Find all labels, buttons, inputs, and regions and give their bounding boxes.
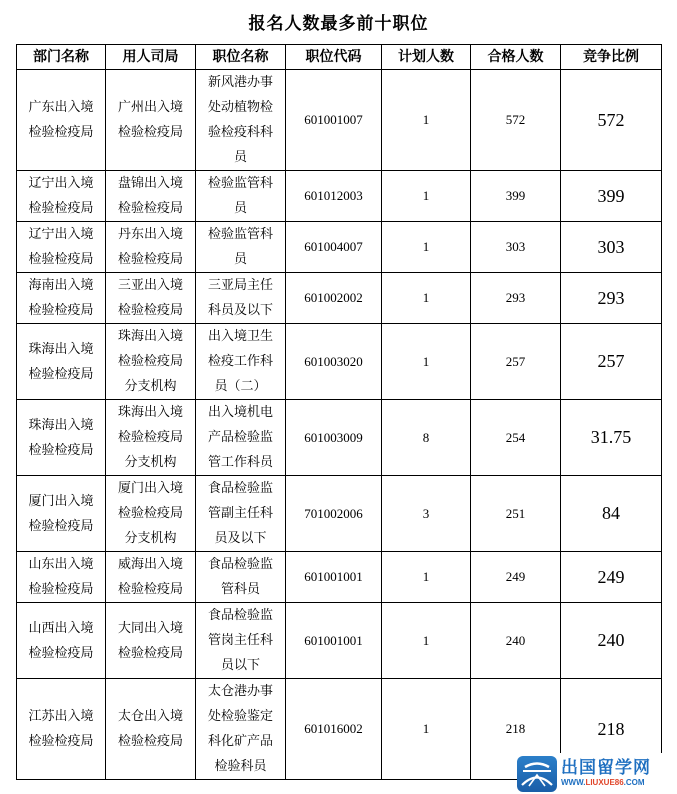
cell-qualified: 254 <box>471 400 561 476</box>
liuxue-logo-icon <box>517 756 557 792</box>
cell-bureau: 大同出入境 检验检疫局 <box>106 603 196 679</box>
cell-bureau: 威海出入境 检验检疫局 <box>106 552 196 603</box>
cell-code: 601001001 <box>286 603 382 679</box>
cell-dept: 山东出入境 检验检疫局 <box>17 552 106 603</box>
cell-dept: 厦门出入境 检验检疫局 <box>17 476 106 552</box>
cell-code: 601003020 <box>286 324 382 400</box>
cell-qualified: 240 <box>471 603 561 679</box>
cell-qualified: 399 <box>471 171 561 222</box>
cell-dept: 珠海出入境 检验检疫局 <box>17 324 106 400</box>
table-row <box>17 70 662 171</box>
cell-ratio: 572 <box>561 70 662 171</box>
cell-qualified: 293 <box>471 273 561 324</box>
cell-qualified: 572 <box>471 70 561 171</box>
cell-code: 601016002 <box>286 679 382 780</box>
cell-position: 食品检验监 管副主任科 员及以下 <box>196 476 286 552</box>
cell-dept: 珠海出入境 检验检疫局 <box>17 400 106 476</box>
cell-bureau: 广州出入境 检验检疫局 <box>106 70 196 171</box>
table-row <box>17 273 662 324</box>
table-row <box>17 324 662 400</box>
table-row <box>17 222 662 273</box>
cell-bureau: 珠海出入境 检验检疫局 分支机构 <box>106 324 196 400</box>
cell-code: 601001001 <box>286 552 382 603</box>
cell-qualified: 218 <box>471 679 561 780</box>
table-row <box>17 476 662 552</box>
cell-planned: 3 <box>382 476 471 552</box>
watermark-url: WWW.LIUXUE86.COM <box>561 778 645 787</box>
cell-bureau: 太仓出入境 检验检疫局 <box>106 679 196 780</box>
table-row <box>17 603 662 679</box>
cell-code: 601001007 <box>286 70 382 171</box>
cell-qualified: 249 <box>471 552 561 603</box>
header-bureau: 用人司局 <box>106 45 196 70</box>
cell-code: 601003009 <box>286 400 382 476</box>
table-header-row <box>17 45 662 70</box>
cell-position: 检验监管科 员 <box>196 171 286 222</box>
cell-ratio: 399 <box>561 171 662 222</box>
cell-dept: 山西出入境 检验检疫局 <box>17 603 106 679</box>
cell-position: 太仓港办事 处检验鉴定 科化矿产品 检验科员 <box>196 679 286 780</box>
cell-bureau: 三亚出入境 检验检疫局 <box>106 273 196 324</box>
cell-planned: 8 <box>382 400 471 476</box>
header-qualified: 合格人数 <box>471 45 561 70</box>
cell-ratio: 84 <box>561 476 662 552</box>
cell-qualified: 257 <box>471 324 561 400</box>
page-title: 报名人数最多前十职位 <box>248 14 429 34</box>
cell-qualified: 251 <box>471 476 561 552</box>
cell-bureau: 盘锦出入境 检验检疫局 <box>106 171 196 222</box>
table-row <box>17 171 662 222</box>
cell-ratio: 218 <box>561 679 662 780</box>
table-body <box>17 70 662 780</box>
cell-bureau: 厦门出入境 检验检疫局 分支机构 <box>106 476 196 552</box>
header-dept: 部门名称 <box>17 45 106 70</box>
cell-dept: 海南出入境 检验检疫局 <box>17 273 106 324</box>
cell-position: 检验监管科 员 <box>196 222 286 273</box>
cell-ratio: 257 <box>561 324 662 400</box>
cell-planned: 1 <box>382 171 471 222</box>
cell-bureau: 珠海出入境 检验检疫局 分支机构 <box>106 400 196 476</box>
cell-ratio: 249 <box>561 552 662 603</box>
watermark-logo <box>517 753 677 794</box>
cell-ratio: 31.75 <box>561 400 662 476</box>
cell-planned: 1 <box>382 273 471 324</box>
cell-dept: 辽宁出入境 检验检疫局 <box>17 171 106 222</box>
cell-position: 三亚局主任 科员及以下 <box>196 273 286 324</box>
cell-position: 出入境卫生 检疫工作科 员（二） <box>196 324 286 400</box>
cell-planned: 1 <box>382 603 471 679</box>
cell-code: 601004007 <box>286 222 382 273</box>
cell-position: 食品检验监 管岗主任科 员以下 <box>196 603 286 679</box>
cell-code: 701002006 <box>286 476 382 552</box>
cell-position: 出入境机电 产品检验监 管工作科员 <box>196 400 286 476</box>
cell-code: 601002002 <box>286 273 382 324</box>
cell-ratio: 293 <box>561 273 662 324</box>
cell-dept: 辽宁出入境 检验检疫局 <box>17 222 106 273</box>
cell-planned: 1 <box>382 222 471 273</box>
table-row <box>17 400 662 476</box>
cell-dept: 江苏出入境 检验检疫局 <box>17 679 106 780</box>
cell-planned: 1 <box>382 324 471 400</box>
header-planned: 计划人数 <box>382 45 471 70</box>
header-ratio: 竞争比例 <box>561 45 662 70</box>
header-position: 职位名称 <box>196 45 286 70</box>
cell-ratio: 303 <box>561 222 662 273</box>
cell-planned: 1 <box>382 552 471 603</box>
cell-position: 食品检验监 管科员 <box>196 552 286 603</box>
cell-dept: 广东出入境 检验检疫局 <box>17 70 106 171</box>
cell-code: 601012003 <box>286 171 382 222</box>
cell-bureau: 丹东出入境 检验检疫局 <box>106 222 196 273</box>
top-ten-positions-table <box>16 44 662 780</box>
cell-ratio: 240 <box>561 603 662 679</box>
watermark-name: 出国留学网 <box>561 758 651 778</box>
table-row <box>17 552 662 603</box>
cell-qualified: 303 <box>471 222 561 273</box>
cell-planned: 1 <box>382 70 471 171</box>
cell-position: 新风港办事 处动植物检 验检疫科科 员 <box>196 70 286 171</box>
cell-planned: 1 <box>382 679 471 780</box>
header-code: 职位代码 <box>286 45 382 70</box>
